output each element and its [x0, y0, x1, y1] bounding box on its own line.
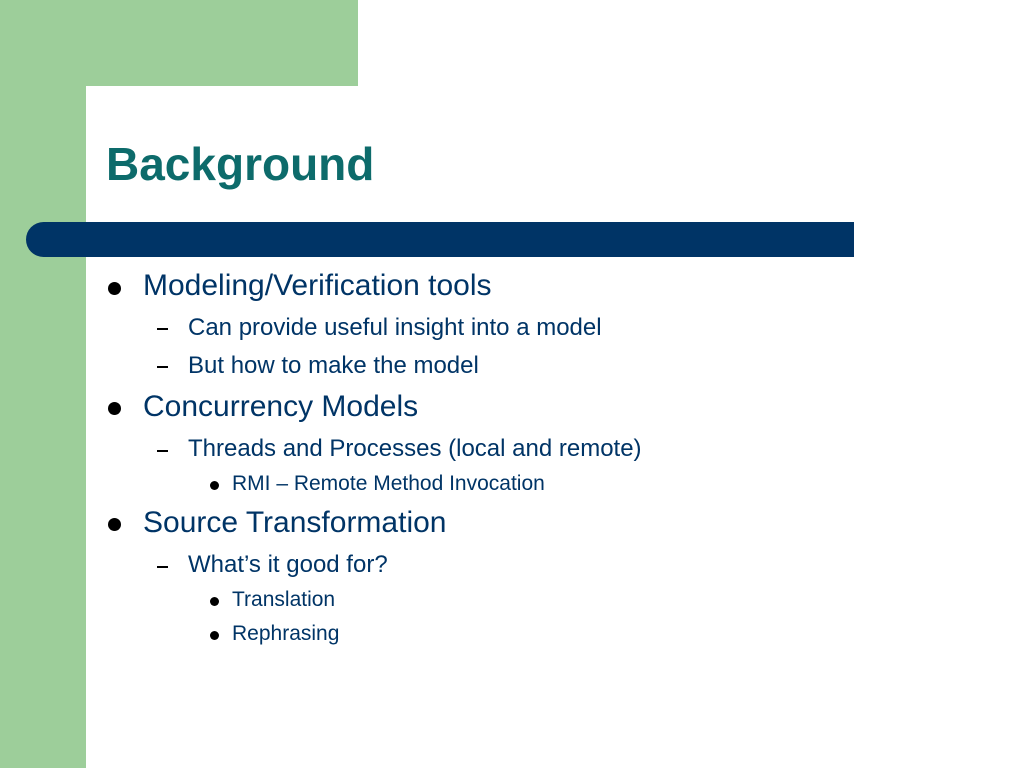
slide-title: Background — [106, 138, 375, 190]
bullet-item: Modeling/Verification tools — [143, 269, 492, 302]
bullet-item: Source Transformation — [143, 506, 447, 539]
dash-icon — [157, 566, 168, 568]
bullet-dot-icon — [108, 518, 121, 531]
sub-bullet-item: Can provide useful insight into a model — [188, 314, 602, 341]
bullet-dot-icon — [108, 402, 121, 415]
sub-bullet-item: Threads and Processes (local and remote) — [188, 435, 642, 462]
sub-sub-bullet-item: RMI – Remote Method Invocation — [232, 472, 545, 495]
bullet-item: Concurrency Models — [143, 390, 419, 423]
sub-sub-bullet-item: Translation — [232, 588, 336, 611]
dash-icon — [157, 328, 168, 330]
sub-sub-bullet-item: Rephrasing — [232, 622, 340, 645]
sub-sub-bullet-dot-icon — [210, 481, 219, 490]
dash-icon — [157, 450, 168, 452]
dash-icon — [157, 366, 168, 368]
sub-sub-bullet-dot-icon — [210, 597, 219, 606]
sub-bullet-item: But how to make the model — [188, 352, 479, 379]
sub-sub-bullet-dot-icon — [210, 631, 219, 640]
sub-bullet-item: What’s it good for? — [188, 551, 388, 578]
bullet-dot-icon — [108, 282, 121, 295]
